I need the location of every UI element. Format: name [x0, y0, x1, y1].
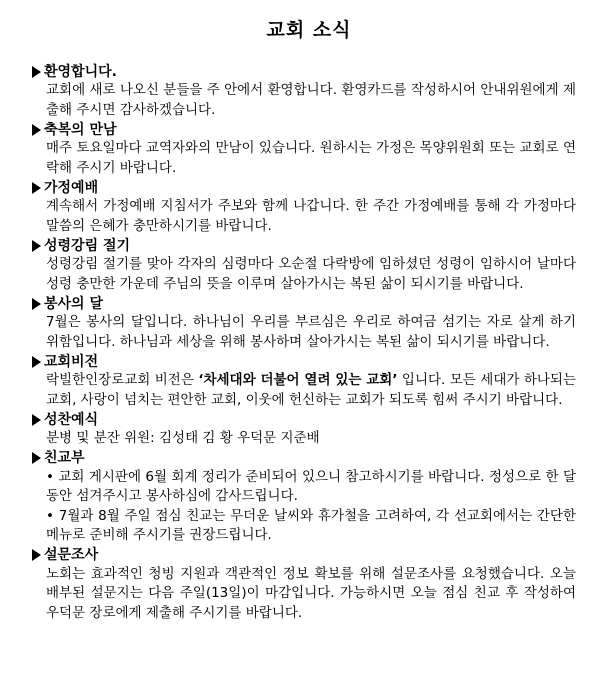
section-family-worship — [32, 178, 576, 236]
section-heading-text: 가정예배 — [44, 179, 99, 196]
page-title: 교회 소식 — [266, 19, 352, 41]
section-heading — [32, 120, 576, 139]
vision-statement: ‘차세대와 더불어 열려 있는 교회’ — [198, 372, 398, 388]
section-heading-text: 축복의 만남 — [44, 121, 117, 138]
section-body — [46, 313, 576, 352]
section-text: 분병 및 분잔 위원: 김성태 김 황 우덕문 지준배 — [46, 430, 320, 446]
section-text: 계속해서 가정예배 지침서가 주보와 함께 나갑니다. 한 주간 가정예배를 통해 각 가정마다 말씀의 은혜가 충만하시기를 바랍니다. — [46, 198, 576, 234]
section-body — [46, 468, 576, 546]
triangle-bullet-icon — [32, 66, 41, 78]
section-heading — [32, 410, 576, 429]
section-service-month — [32, 294, 576, 352]
triangle-bullet-icon — [32, 124, 41, 136]
vision-text-after: 입니다. 모든 세대가 하나되는 교회, 사랑이 넘치는 편안한 교회, 이웃에 헌신하는 교회가 되도록 힘써 주시기 바랍니다. — [46, 372, 576, 408]
section-text — [46, 371, 576, 410]
section-body — [46, 371, 576, 410]
section-heading — [32, 178, 576, 197]
triangle-bullet-icon — [32, 182, 41, 194]
triangle-bullet-icon — [32, 549, 41, 561]
section-heading — [32, 294, 576, 313]
section-body — [46, 429, 576, 449]
triangle-bullet-icon — [32, 414, 41, 426]
section-survey — [32, 546, 576, 624]
section-body — [46, 255, 576, 294]
section-heading-text: 환영합니다. — [44, 63, 117, 80]
section-heading-text: 성찬예식 — [44, 411, 99, 428]
section-text: 매주 토요일마다 교역자와의 만남이 있습니다. 원하시는 가정은 목양위원회 또는 교회로 연락해 주시기 바랍니다. — [46, 140, 576, 176]
section-text: 7월은 봉사의 달입니다. 하나님이 우리를 부르심은 우리로 하여금 섬기는 자로 살게 하기 위함입니다. 하나님과 세상을 위해 봉사하며 살아가시는 복된 삶이 되시기를 바랍니다. — [46, 314, 576, 350]
triangle-bullet-icon — [32, 452, 41, 464]
section-body — [46, 139, 576, 178]
section-heading-text: 성령강림 절기 — [44, 237, 131, 254]
section-welcome — [32, 62, 576, 120]
section-heading — [32, 449, 576, 468]
section-communion — [32, 410, 576, 449]
section-text: • 7월과 8월 주일 점심 친교는 무더운 날씨와 휴가철을 고려하여, 각 선교회에서는 간단한 메뉴로 준비해 주시기를 권장드립니다. — [46, 507, 576, 543]
triangle-bullet-icon — [32, 240, 41, 252]
section-fellowship — [32, 449, 576, 546]
section-heading — [32, 236, 576, 255]
section-body — [46, 81, 576, 120]
section-text: • 교회 게시판에 6월 회계 정리가 준비되어 있으니 참고하시기를 바랍니다. 정성으로 한 달 동안 섬겨주시고 봉사하심에 감사드립니다. — [46, 468, 576, 504]
section-heading-text: 봉사의 달 — [44, 295, 103, 312]
section-text: 교회에 새로 나오신 분들을 주 안에서 환영합니다. 환영카드를 작성하시어 안내위원에게 제출해 주시면 감사하겠습니다. — [46, 82, 576, 118]
section-heading-text: 친교부 — [44, 450, 85, 466]
vision-text-before: 락빌한인장로교회 비전은 — [46, 372, 199, 388]
section-text: 노회는 효과적인 청빙 지원과 객관적인 정보 확보를 위해 설문조사를 요청했습니다. 오늘 배부된 설문지는 다음 주일(13일)이 마감입니다. 가능하시면 오늘 점심 친교 후 작성하여 우덕문 장로에게 제출해 주시기를 바랍니다. — [46, 565, 576, 621]
section-text: 성령강림 절기를 맞아 각자의 심령마다 오순절 다락방에 임하셨던 성령이 임하시어 날마다 성령 충만한 가운데 주님의 뜻을 이루며 살아가시는 복된 삶이 되시기를 바랍니다. — [46, 256, 576, 292]
section-pentecost — [32, 236, 576, 294]
section-blessing-meeting — [32, 120, 576, 178]
section-heading — [32, 352, 576, 371]
section-heading-text: 교회비전 — [44, 353, 99, 370]
section-heading-text: 설문조사 — [44, 547, 99, 563]
section-heading — [32, 546, 576, 565]
section-body — [46, 565, 576, 624]
section-body — [46, 197, 576, 236]
triangle-bullet-icon — [32, 356, 41, 368]
section-heading — [32, 62, 576, 81]
triangle-bullet-icon — [32, 298, 41, 310]
section-church-vision — [32, 352, 576, 410]
